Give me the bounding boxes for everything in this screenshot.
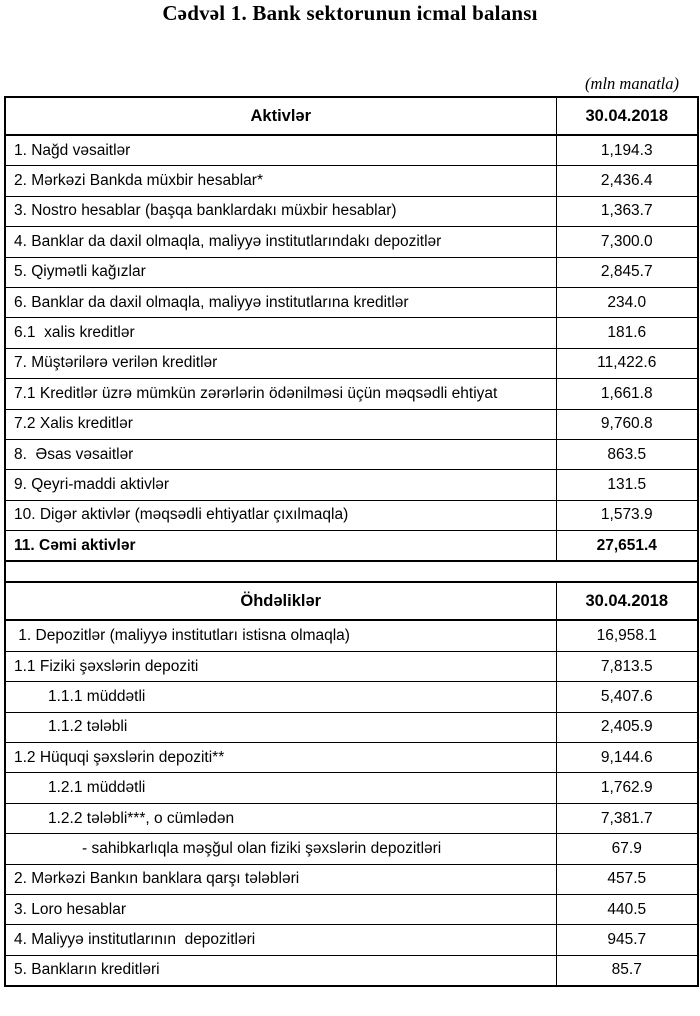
table-row <box>5 500 698 530</box>
liabilities-header-section <box>5 582 698 620</box>
row-label: 11. Cəmi aktivlər <box>5 531 556 562</box>
row-value: 1,573.9 <box>556 500 698 530</box>
table-row <box>5 166 698 196</box>
row-label: 1. Nağd vəsaitlər <box>5 135 556 166</box>
table-row <box>5 257 698 287</box>
row-label: - sahibkarlıqla məşğul olan fiziki şəxslərin depozitləri <box>5 834 556 864</box>
table-row <box>5 925 698 955</box>
row-value: 67.9 <box>556 834 698 864</box>
table-row <box>5 712 698 742</box>
row-value: 2,436.4 <box>556 166 698 196</box>
table-row <box>5 227 698 257</box>
spacer-cell <box>5 561 698 582</box>
table-row <box>5 682 698 712</box>
table-row <box>5 743 698 773</box>
row-label: 1.2 Hüquqi şəxslərin depoziti** <box>5 743 556 773</box>
table-row <box>5 439 698 469</box>
assets-date-header: 30.04.2018 <box>556 97 698 135</box>
section-spacer-row <box>5 561 698 582</box>
row-value: 1,194.3 <box>556 135 698 166</box>
row-value: 16,958.1 <box>556 620 698 651</box>
liabilities-section-title: Öhdəliklər <box>5 582 556 620</box>
table-row <box>5 135 698 166</box>
row-value: 2,845.7 <box>556 257 698 287</box>
row-label: 4. Maliyyə institutlarının depozitləri <box>5 925 556 955</box>
row-value: 131.5 <box>556 470 698 500</box>
row-label: 6.1 xalis kreditlər <box>5 318 556 348</box>
row-label: 7.1 Kreditlər üzrə mümkün zərərlərin ödənilməsi üçün məqsədli ehtiyat <box>5 379 556 409</box>
assets-rows-section <box>5 135 698 561</box>
row-label: 3. Nostro hesablar (başqa banklardakı müxbir hesablar) <box>5 196 556 226</box>
row-value: 7,813.5 <box>556 651 698 681</box>
table-row <box>5 620 698 651</box>
row-label: 1.2.1 müddətli <box>5 773 556 803</box>
table-row <box>5 409 698 439</box>
table-row <box>5 531 698 562</box>
row-value: 945.7 <box>556 925 698 955</box>
table-row <box>5 803 698 833</box>
row-label: 10. Digər aktivlər (məqsədli ehtiyatlar çıxılmaqla) <box>5 500 556 530</box>
table-row <box>5 834 698 864</box>
assets-header-row <box>5 97 698 135</box>
row-label: 2. Mərkəzi Bankda müxbir hesablar* <box>5 166 556 196</box>
row-value: 234.0 <box>556 287 698 317</box>
liabilities-date-header: 30.04.2018 <box>556 582 698 620</box>
row-label: 5. Qiymətli kağızlar <box>5 257 556 287</box>
table-row <box>5 894 698 924</box>
table-row <box>5 955 698 986</box>
table-row <box>5 773 698 803</box>
document-title: Cədvəl 1. Bank sektorunun icmal balansı <box>162 1 538 25</box>
row-value: 1,762.9 <box>556 773 698 803</box>
table-row <box>5 287 698 317</box>
row-value: 11,422.6 <box>556 348 698 378</box>
row-label: 1.1 Fiziki şəxslərin depoziti <box>5 651 556 681</box>
row-value: 181.6 <box>556 318 698 348</box>
row-label: 1.1.2 tələbli <box>5 712 556 742</box>
table-row <box>5 348 698 378</box>
table-row <box>5 379 698 409</box>
row-value: 457.5 <box>556 864 698 894</box>
row-value: 440.5 <box>556 894 698 924</box>
row-label: 4. Banklar da daxil olmaqla, maliyyə institutlarındakı depozitlər <box>5 227 556 257</box>
row-label: 2. Mərkəzi Bankın banklara qarşı tələbləri <box>5 864 556 894</box>
row-value: 2,405.9 <box>556 712 698 742</box>
row-label: 7. Müştərilərə verilən kreditlər <box>5 348 556 378</box>
row-value: 7,300.0 <box>556 227 698 257</box>
row-label: 1. Depozitlər (maliyyə institutları istisna olmaqla) <box>5 620 556 651</box>
row-label: 5. Bankların kreditləri <box>5 955 556 986</box>
row-label: 1.1.1 müddətli <box>5 682 556 712</box>
spacer-section <box>5 561 698 582</box>
row-value: 7,381.7 <box>556 803 698 833</box>
table-row <box>5 196 698 226</box>
unit-note: (mln manatla) <box>585 74 679 93</box>
table-row <box>5 651 698 681</box>
assets-section-title: Aktivlər <box>5 97 556 135</box>
row-value: 85.7 <box>556 955 698 986</box>
row-label: 6. Banklar da daxil olmaqla, maliyyə institutlarına kreditlər <box>5 287 556 317</box>
liabilities-rows-section <box>5 620 698 986</box>
row-value: 863.5 <box>556 439 698 469</box>
balance-sheet-table <box>4 96 699 987</box>
row-label: 7.2 Xalis kreditlər <box>5 409 556 439</box>
row-value: 1,363.7 <box>556 196 698 226</box>
row-value: 5,407.6 <box>556 682 698 712</box>
table-row <box>5 864 698 894</box>
row-label: 8. Əsas vəsaitlər <box>5 439 556 469</box>
row-label: 9. Qeyri-maddi aktivlər <box>5 470 556 500</box>
assets-header-section <box>5 97 698 135</box>
row-value: 9,760.8 <box>556 409 698 439</box>
row-label: 3. Loro hesablar <box>5 894 556 924</box>
liabilities-header-row <box>5 582 698 620</box>
row-value: 9,144.6 <box>556 743 698 773</box>
row-label: 1.2.2 tələbli***, o cümlədən <box>5 803 556 833</box>
row-value: 27,651.4 <box>556 531 698 562</box>
table-row <box>5 470 698 500</box>
row-value: 1,661.8 <box>556 379 698 409</box>
table-row <box>5 318 698 348</box>
